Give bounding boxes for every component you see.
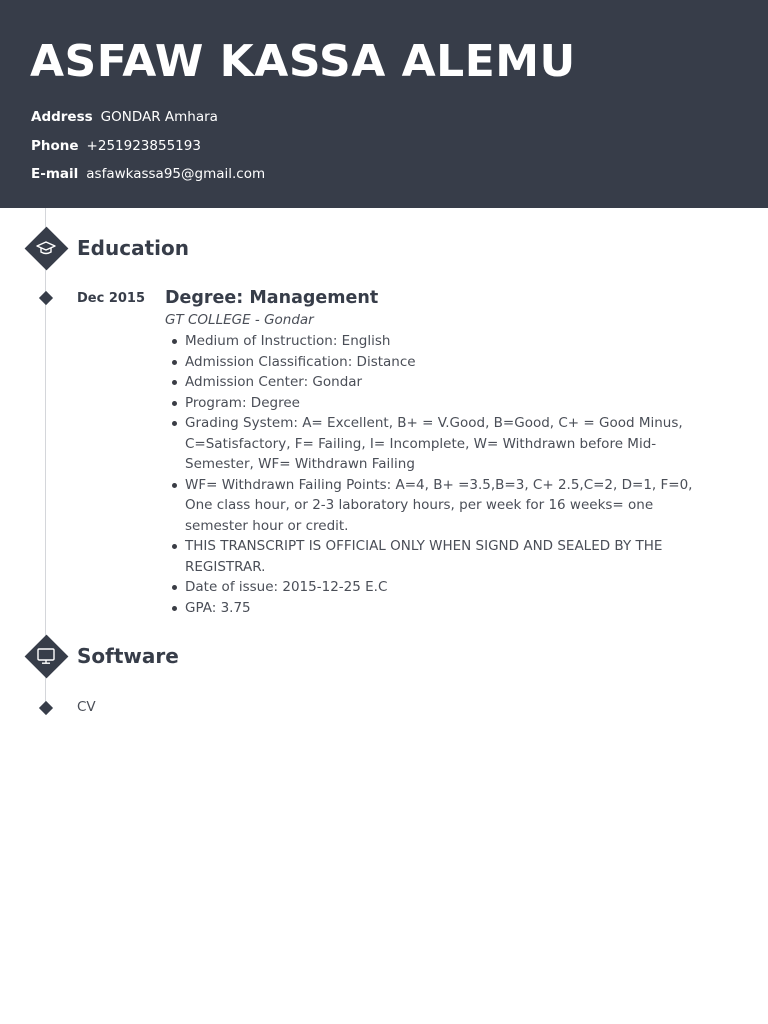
timeline-line — [45, 208, 46, 708]
phone-row — [31, 137, 201, 155]
software-heading: Software — [77, 644, 179, 668]
list-item: Admission Center: Gondar — [165, 372, 713, 393]
education-degree: Degree: Management — [165, 288, 379, 308]
email-row — [31, 165, 265, 183]
list-item: Admission Classification: Distance — [165, 352, 713, 373]
candidate-name: ASFAW KASSA ALEMU — [30, 36, 576, 87]
degree-value: Management — [249, 288, 379, 308]
list-item: WF= Withdrawn Failing Points: A=4, B+ =3.5,B=3, C+ 2.5,C=2, D=1, F=0, One class hour, or 2-3 laboratory hours, per week for 16 weeks= one semester hour or credit. — [165, 475, 713, 537]
degree-label: Degree — [165, 288, 237, 308]
education-heading: Education — [77, 236, 189, 260]
education-details-list — [165, 331, 713, 618]
address-value: GONDAR Amhara — [100, 109, 218, 125]
graduation-cap-icon — [24, 226, 68, 270]
software-entry-marker — [39, 701, 53, 715]
email-value[interactable]: asfawkassa95@gmail.com — [86, 166, 266, 182]
education-school: GT COLLEGE - Gondar — [165, 312, 314, 328]
phone-value: +251923855193 — [86, 138, 201, 154]
education-date: Dec 2015 — [77, 291, 146, 306]
list-item: GPA: 3.75 — [165, 598, 713, 619]
address-row — [31, 108, 218, 126]
list-item: Program: Degree — [165, 393, 713, 414]
monitor-icon — [24, 634, 68, 678]
phone-label: Phone — [31, 138, 79, 154]
address-label: Address — [31, 109, 93, 125]
list-item: Medium of Instruction: English — [165, 331, 713, 352]
list-item: Grading System: A= Excellent, B+ = V.Good, B=Good, C+ = Good Minus, C=Satisfactory, F= Failing, I= Incomplete, W= Withdrawn before Mid-Semester, WF= Withdrawn Failing — [165, 413, 713, 475]
list-item: THIS TRANSCRIPT IS OFFICIAL ONLY WHEN SIGND AND SEALED BY THE REGISTRAR. — [165, 536, 713, 577]
software-item: CV — [77, 699, 96, 715]
list-item: Date of issue: 2015-12-25 E.C — [165, 577, 713, 598]
resume-header — [0, 0, 768, 208]
education-entry-marker — [39, 291, 53, 305]
email-label: E-mail — [31, 166, 79, 182]
